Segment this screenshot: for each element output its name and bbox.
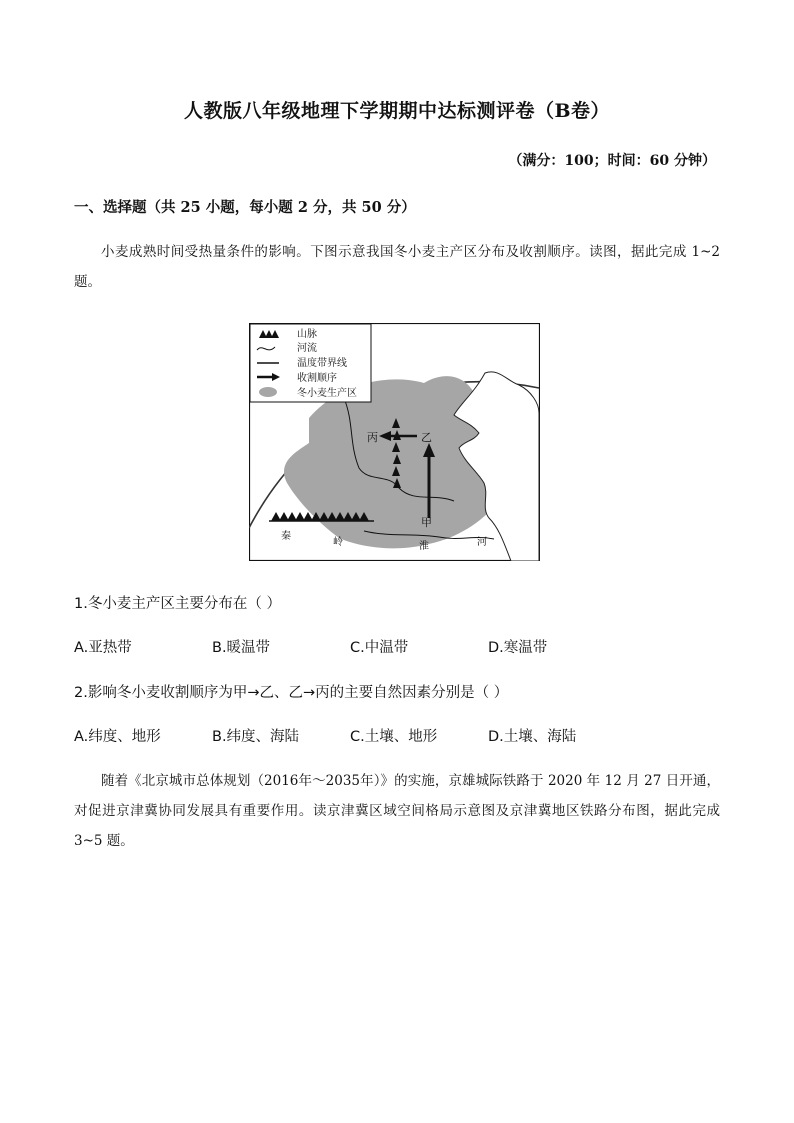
q1-option-a: A.亚热带 bbox=[74, 640, 132, 656]
map-legend bbox=[250, 324, 371, 402]
exam-info: （满分：100；时间：60 分钟） bbox=[508, 153, 716, 169]
legend-river: 河流 bbox=[297, 343, 317, 354]
label-he: 河 bbox=[477, 537, 487, 548]
label-ling: 岭 bbox=[333, 537, 343, 548]
section-heading: 一、选择题（共 25 小题，每小题 2 分，共 50 分） bbox=[74, 199, 416, 216]
question-1-options bbox=[74, 636, 626, 657]
q2-option-c: C.土壤、地形 bbox=[350, 729, 438, 745]
question-2: 2.影响冬小麦收割顺序为甲→乙、乙→丙的主要自然因素分别是（ ） bbox=[74, 685, 509, 701]
q2-option-b: B.纬度、海陆 bbox=[212, 729, 300, 745]
legend-boundary: 温度带界线 bbox=[297, 358, 347, 369]
q2-option-a: A.纬度、地形 bbox=[74, 729, 161, 745]
q1-option-c: C.中温带 bbox=[350, 640, 409, 656]
q1-option-b: B.暖温带 bbox=[212, 640, 271, 656]
question-2-options bbox=[74, 725, 626, 746]
label-yi: 乙 bbox=[421, 431, 432, 444]
q1-option-d: D.寒温带 bbox=[488, 640, 548, 656]
page-title: 人教版八年级地理下学期期中达标测评卷（B卷） bbox=[183, 100, 611, 122]
legend-wheat: 冬小麦生产区 bbox=[297, 388, 357, 399]
legend-wheat-icon bbox=[259, 387, 277, 397]
legend-mountain: 山脉 bbox=[297, 329, 317, 340]
question-1: 1.冬小麦主产区主要分布在（ ） bbox=[74, 596, 281, 612]
intro-paragraph-2: 随着《北京城市总体规划（2016年～2035年）》的实施，京雄城际铁路于 2020 年 12 月 27 日开通，对促进京津冀协同发展具有重要作用。读京津冀区域空间格局示意图及京津冀地区铁路分布图，据此完成 3~5 题。 bbox=[74, 773, 720, 849]
q2-option-d: D.土壤、海陆 bbox=[488, 729, 577, 745]
intro-paragraph-1: 小麦成熟时间受热量条件的影响。下图示意我国冬小麦主产区分布及收割顺序。读图，据此完成 1~2 题。 bbox=[74, 244, 720, 290]
label-huai: 淮 bbox=[419, 541, 429, 552]
label-bing: 丙 bbox=[367, 431, 378, 444]
legend-harvest: 收割顺序 bbox=[297, 373, 337, 384]
label-qin: 秦 bbox=[281, 531, 291, 542]
label-jia: 甲 bbox=[421, 516, 432, 529]
winter-wheat-map bbox=[249, 323, 540, 561]
